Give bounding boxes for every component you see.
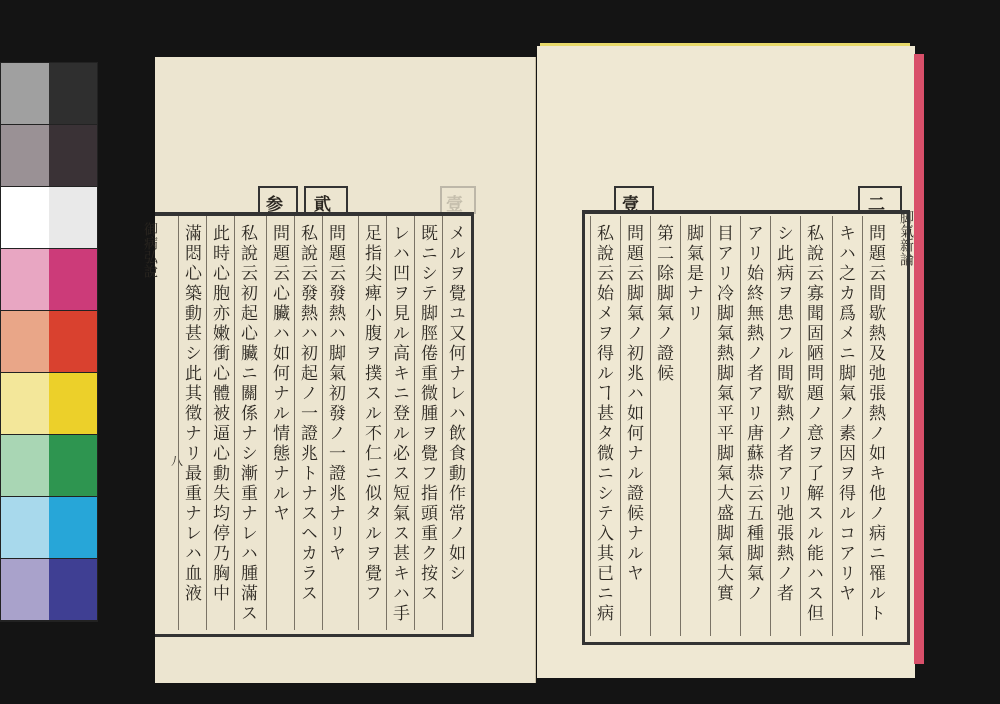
color-swatch: [1, 249, 49, 310]
color-swatch: [1, 373, 49, 434]
left-header-san: 参: [266, 195, 283, 215]
right-header-ni: 二: [868, 195, 885, 215]
color-swatch: [49, 435, 97, 496]
color-swatch: [49, 373, 97, 434]
color-swatch: [49, 497, 97, 558]
left-column-4: 足指尖痺小腹ヲ撲スル不仁ニ似タルヲ覺フ: [358, 216, 384, 630]
color-swatch: [49, 559, 97, 620]
color-calibration-chart: [0, 62, 98, 622]
right-column-3: 私說云寡聞固陋問題ノ意ヲ了解スル能ハス但: [800, 216, 826, 636]
left-margin-title: 御病弘說: [142, 222, 158, 278]
right-column-10: 私說云始メヲ得ルヿ甚タ微ニシテ入其已ニ病: [590, 216, 616, 636]
left-header-ichi-faint: 壹: [446, 195, 463, 215]
left-page-number: 八: [171, 454, 184, 468]
color-swatch: [1, 311, 49, 372]
color-swatch: [1, 497, 49, 558]
right-column-6: 目アリ冷脚氣熱脚氣平平脚氣大盛脚氣大實: [710, 216, 736, 636]
left-column-10: 滿悶心築動甚シ此其徵ナリ最重ナレハ血液: [178, 216, 204, 630]
color-swatch: [1, 187, 49, 248]
color-swatch: [1, 435, 49, 496]
color-swatch: [49, 125, 97, 186]
left-column-3: レハ凹ヲ見ル高キニ登ル必ス短氣ス甚キハ手: [386, 216, 412, 630]
right-column-4: シ此病ヲ患フル間歇熱ノ者アリ弛張熱ノ者: [770, 216, 796, 636]
right-margin-title: 脚氣新論: [898, 210, 914, 266]
right-column-7: 脚氣是ナリ: [680, 216, 706, 636]
left-column-9: 此時心胞亦嫩衝心體被逼心動失均停乃胸中: [206, 216, 232, 630]
right-column-2: キハ之カ爲メニ脚氣ノ素因ヲ得ルコアリヤ: [832, 216, 858, 636]
color-swatch: [1, 559, 49, 620]
color-swatch: [49, 187, 97, 248]
left-column-5: 問題云發熱ハ脚氣初發ノ一證兆ナリヤ: [322, 216, 348, 630]
left-column-2: 既ニシテ脚脛倦重微腫ヲ覺フ指頭重ク按ス: [414, 216, 440, 630]
page-edge-red: [914, 54, 924, 664]
right-column-8: 第二除脚氣ノ證候: [650, 216, 676, 636]
right-header-ichi: 壹: [622, 195, 639, 215]
color-swatch: [1, 125, 49, 186]
color-swatch: [49, 249, 97, 310]
right-column-9: 問題云脚氣ノ初兆ハ如何ナル證候ナルヤ: [620, 216, 646, 636]
right-column-5: アリ始終無熱ノ者アリ唐蘇恭云五種脚氣ノ: [740, 216, 766, 636]
left-header-ni: 貮: [314, 195, 331, 215]
left-column-1: メルヲ覺ユ又何ナレハ飲食動作常ノ如シ: [442, 216, 468, 630]
left-column-8: 私說云初起心臟ニ關係ナシ漸重ナレハ腫滿ス: [234, 216, 260, 630]
left-column-7: 問題云心臟ハ如何ナル情態ナルヤ: [266, 216, 292, 630]
left-column-6: 私說云發熱ハ初起ノ一證兆トナスヘカラス: [294, 216, 320, 630]
color-swatch: [1, 63, 49, 124]
color-swatch: [49, 311, 97, 372]
color-swatch: [49, 63, 97, 124]
right-column-1: 問題云間歇熱及弛張熱ノ如キ他ノ病ニ罹ルト: [862, 216, 888, 636]
